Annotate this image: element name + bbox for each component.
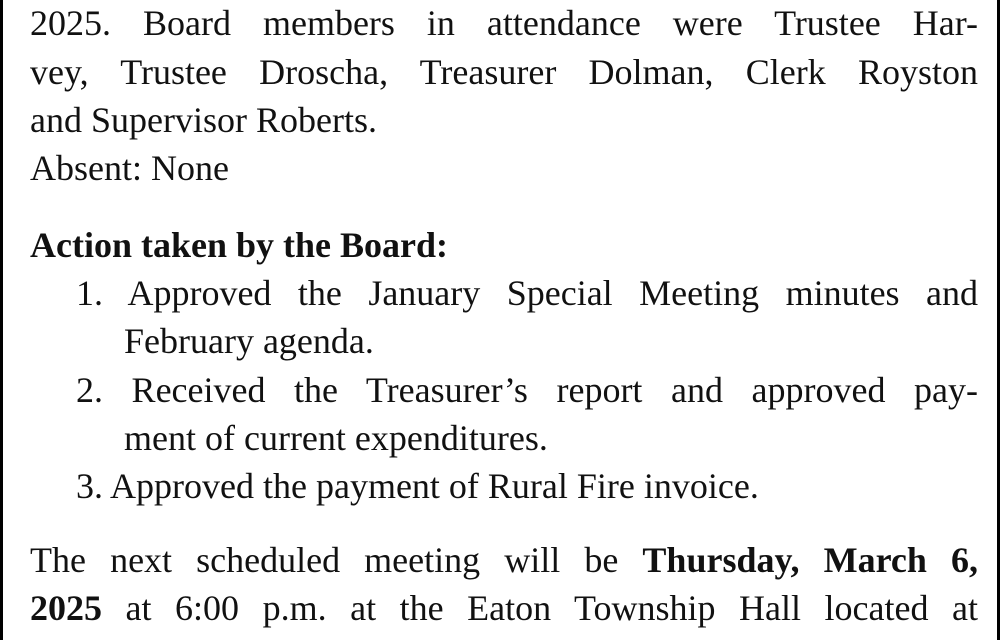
attendance-line-2: vey, Trustee Droscha, Treasurer Dolman, Clerk Royston: [30, 52, 978, 92]
next-meeting-date: Thursday, March 6,: [642, 540, 978, 580]
action-item-3-line-1: 3. Approved the payment of Rural Fire invoice.: [76, 466, 759, 506]
action-item-1-line-1: 1. Approved the January Special Meeting minutes and: [76, 273, 978, 313]
next-meeting-year: 2025: [30, 588, 102, 628]
next-meeting-line-1: [30, 536, 978, 584]
action-item-2-line-2: ment of current expenditures.: [124, 418, 548, 458]
action-item-1-line-2: February agenda.: [124, 321, 374, 361]
next-meeting-intro: The next scheduled meeting will be: [30, 540, 643, 580]
attendance-line-3: and Supervisor Roberts.: [30, 100, 377, 140]
absent-line: Absent: None: [30, 148, 229, 188]
action-item-2-line-1: 2. Received the Treasurer’s report and approved pay-: [76, 370, 978, 410]
next-meeting-location: at 6:00 p.m. at the Eaton Township Hall located at: [102, 588, 978, 628]
next-meeting-line-2: [30, 584, 978, 632]
actions-heading: Action taken by the Board:: [30, 225, 449, 265]
attendance-line-1: 2025. Board members in attendance were Trustee Har-: [30, 3, 978, 43]
